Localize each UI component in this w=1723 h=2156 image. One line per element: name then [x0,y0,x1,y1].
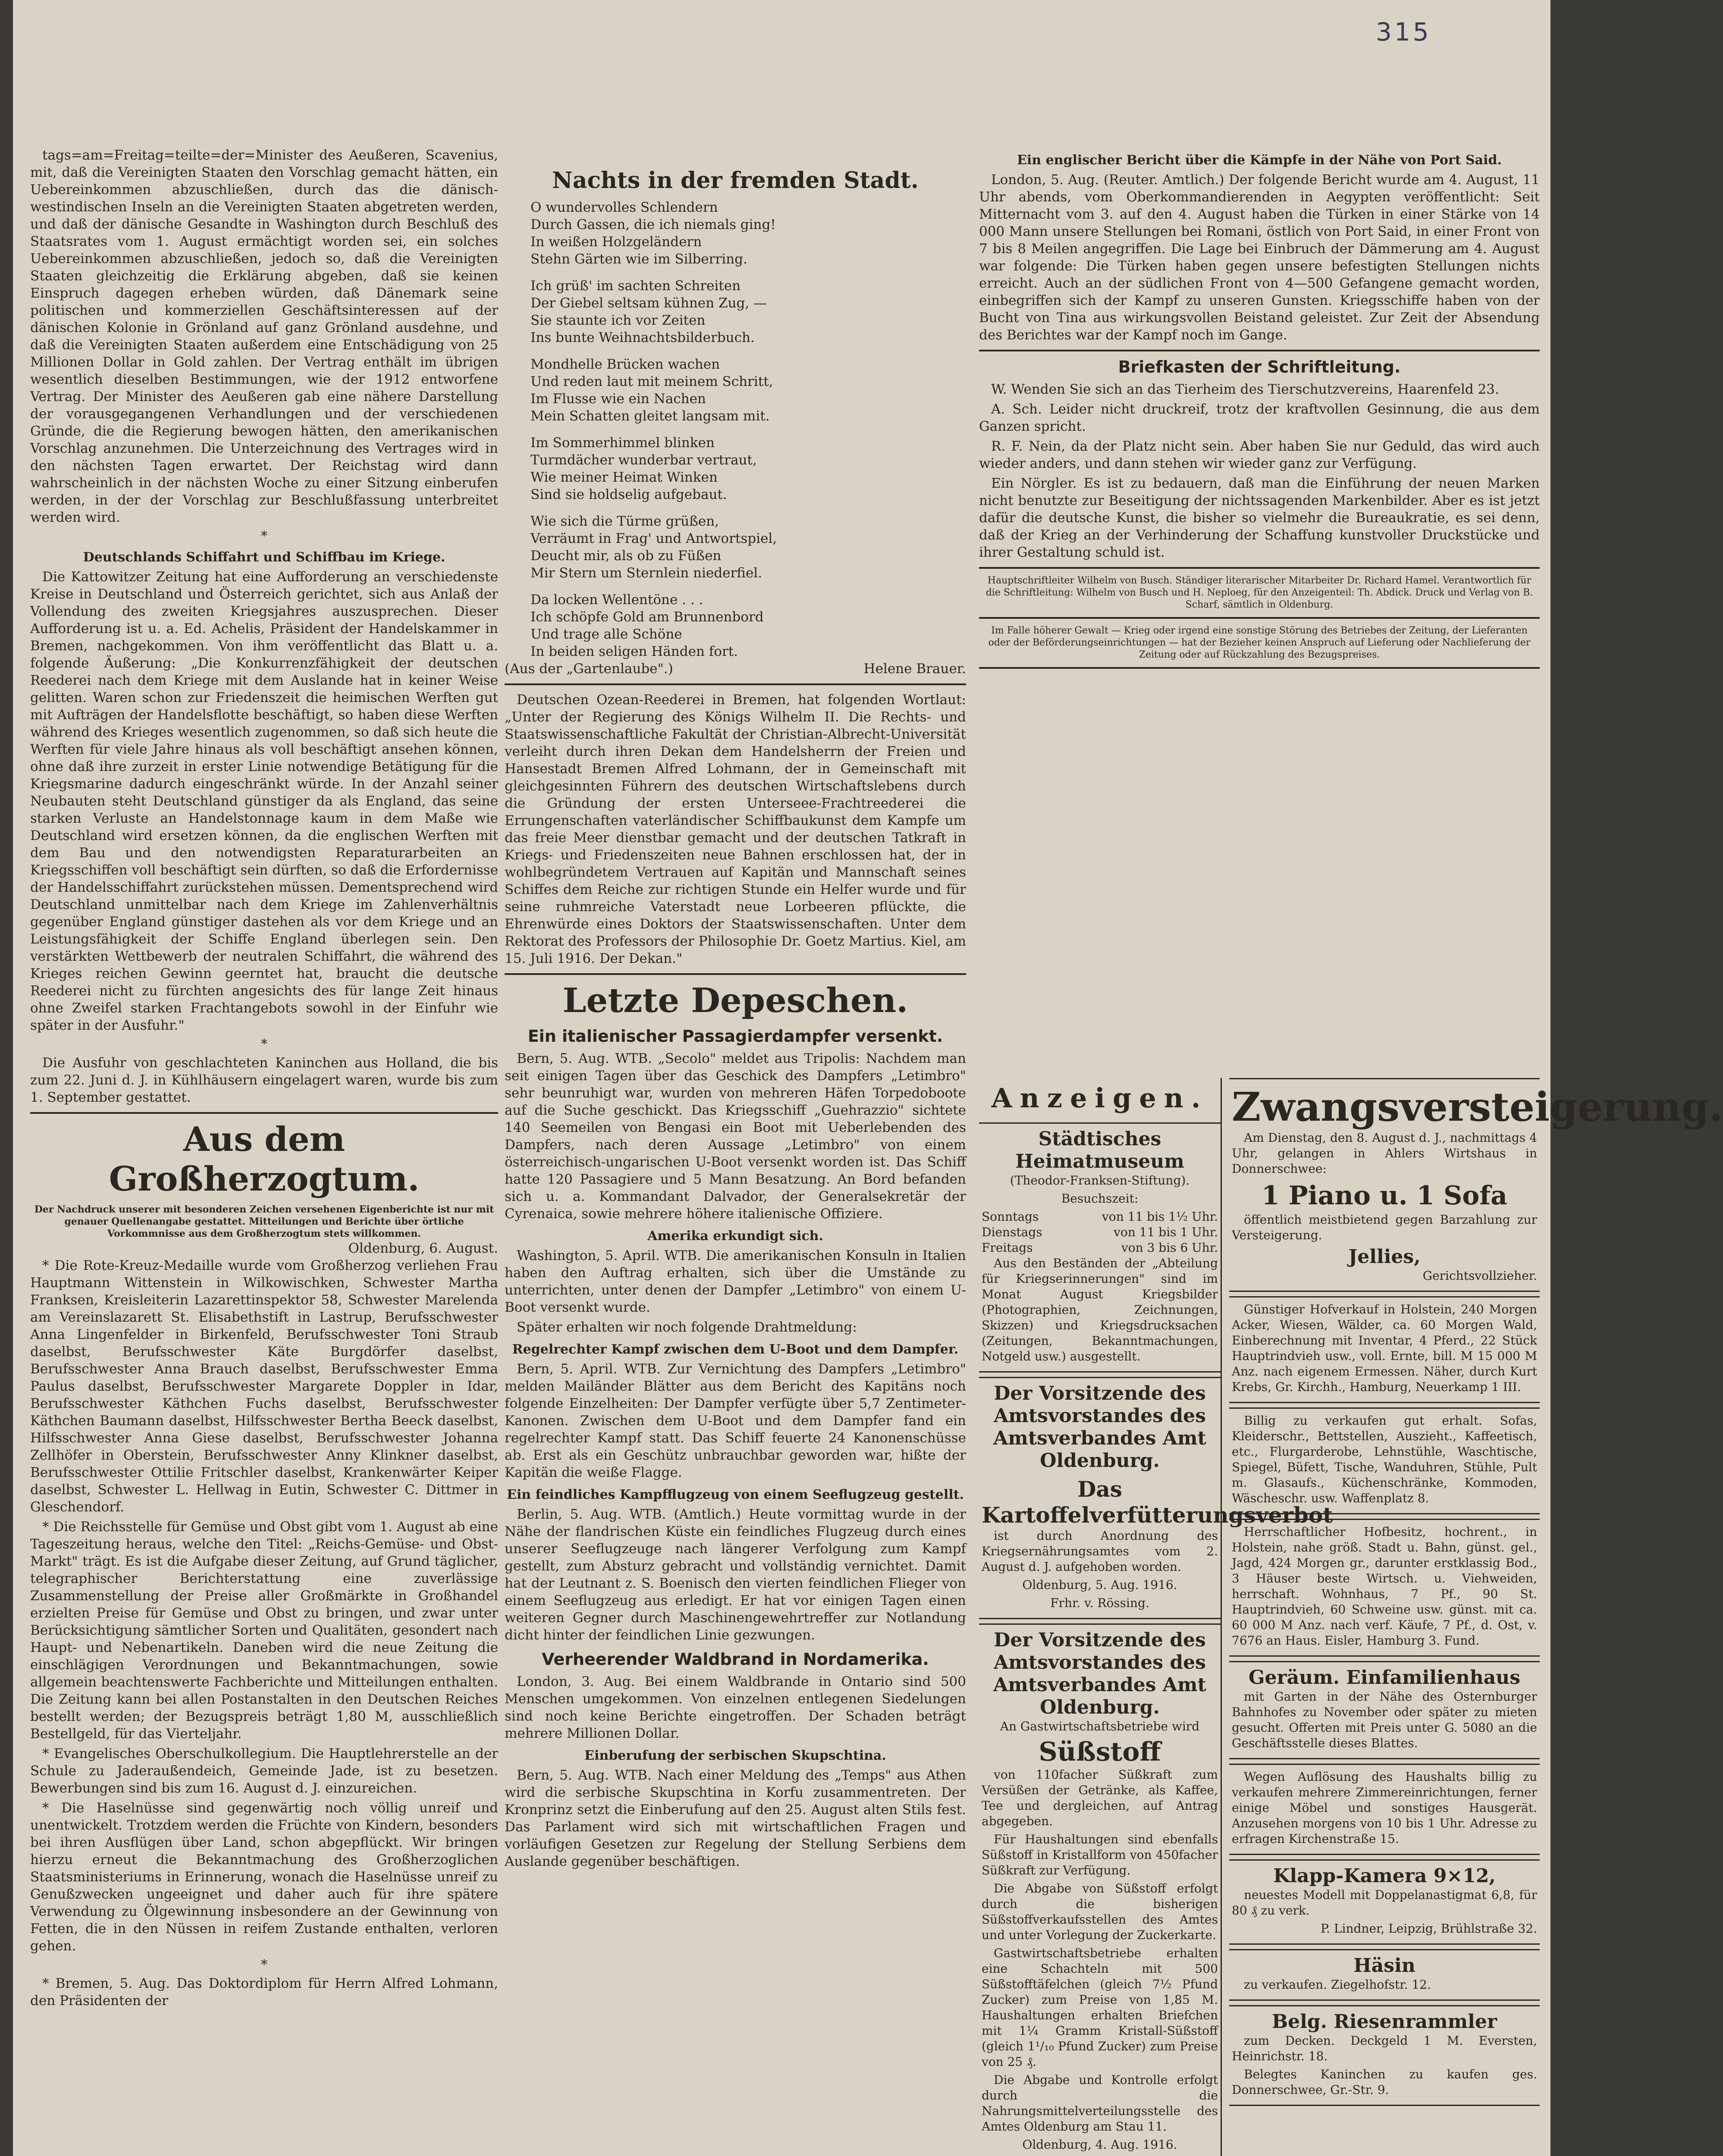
imprint: Hauptschriftleiter Wilhelm von Busch. Ständiger literarischer Mitarbeiter Dr. Richard Hamel. Verantwortlich für die Schriftleitung: Wilhelm von Busch und H. Neploeg, für den Anzeigenteil: Th. Abdick. Druck und Verlag von B. Scharf, sämtlich in Oldenburg. [985,575,1533,610]
ad-amt-notice-2 [979,1623,1221,2156]
stanza-break [505,268,966,277]
ad-text: zum Decken. Deckgeld 1 M. Eversten, Heinrichstr. 18. [1232,2034,1537,2063]
article-text: tags=am=Freitag=teilte=der=Minister des Aeußeren, Scavenius, mit, daß die Vereinigten Staaten den Vorschlag gemacht hätten, ein Uebereinkommen abzuschließen, durch das die dänisch-westindischen Inseln an die Vereinigten Staaten abgetreten werden, und daß der dänische Gesandte in Washington durch Beschluß des Staatsrates vom 1. August ermächtigt worden sei, ein solches Uebereinkommen abzuschließen, jedoch so, daß die Vereinigten Staaten gleichzeitig die Erklärung abgeben, daß sie keinen Einspruch dagegen erheben würden, daß Dänemark seine politischen und kommerziellen Geschäftsinteressen auf der dänischen Kolonie in Grönland auf ganz Grönland ausdehne, und daß die Vereinigten Staaten außerdem eine Entschädigung von 25 Millionen Dollar in Gold zahlen. Der Vertrag enthält im übrigen wesentlich dieselben Bestimmungen, wie der 1912 entworfene Vertrag. Der Minister des Aeußeren gab eine nähere Darstellung der vorausgegangenen Verhandlungen und der verschiedenen Gründe, die die Regierung bewogen hätten, den amerikanischen Vorschlag anzunehmen. Die Unterzeichnung des Vertrages wird in den nächsten Tagen erwartet. Der Reichstag wird dann wahrscheinlich in der nächsten Woche zu einer Sitzung einberufen werden, in der der Vorschlag zur Beschlußfassung unterbreitet werden wird. [30,147,498,525]
amt-subtitle: An Gastwirtschaftsbetriebe wird [1000,1719,1200,1733]
auction-item: 1 Piano u. 1 Sofa [1261,1181,1508,1211]
subheading: Ein englischer Bericht über die Kämpfe in der Nähe von Port Said. [1017,153,1502,168]
ads-left-column [979,1078,1333,2156]
museum-hours-label: Besuchszeit: [1061,1191,1139,1206]
article-text: Bern, 5. April. WTB. Zur Vernichtung des Dampfers „Letimbro" melden Mailänder Blätter aus dem Bericht des Kapitäns noch folgende Einzelheiten: Der Dampfer verfügte über 5,7 Zentimeter-Kanonen. Zwischen dem U-Boot und dem Dampfer fand ein regelrechter Kampf statt. Das Schiff feuerte 24 Kanonenschüsse ab. Erst als ein Geschütz unbrauchbar geworden war, hißte der Kapitän die weiße Flagge. [505,1361,966,1480]
amt-date: Oldenburg, 5. Aug. 1916. [1022,1578,1177,1592]
poem-author: Helene Brauer. [863,661,966,677]
museum-hours [982,1209,1218,1256]
stanza-break [505,582,966,591]
ad-text: neuestes Modell mit Doppelanastigmat 6,8, für 80 ₰ zu verk. [1232,1888,1537,1918]
amt-text: ist durch Anordnung des Kriegsernährungsamtes vom 2. August d. J. aufgehoben worden. [982,1529,1218,1574]
divider [30,1112,498,1114]
poem-line: Im Flusse wie ein Nachen [530,391,706,407]
ad-estate [1229,1519,1540,1657]
separator-star: * [261,1037,267,1052]
ads-section [979,1078,1723,2156]
article-text: * Evangelisches Oberschulkollegium. Die Hauptlehrerstelle an der Schule zu Jaderaußendeich, Gemeinde Jade, ist zu besetzen. Bewerbungen sind bis zum 16. August d. J. einzureichen. [30,1746,498,1796]
article-text: Washington, 5. April. WTB. Die amerikanischen Konsuln in Italien haben den Auftrag erhalten, sich über die Umstände zu unterrichten, unter denen der Dampfer „Letimbro" von einem U-Boot versenkt wurde. [505,1248,966,1315]
hours-time: von 11 bis 1 Uhr. [1114,1225,1218,1239]
auction-headline: Zwangsversteigerung. [1232,1084,1723,1130]
dateline: Oldenburg, 6. August. [348,1241,498,1256]
ad-rabbit [1229,2005,1540,2106]
ad-signature: P. Lindner, Leipzig, Brühlstraße 32. [1320,1921,1537,1936]
article-text: * Die Haselnüsse sind gegenwärtig noch völlig unreif und unentwickelt. Trotzdem werden die Früchte von Kindern, besonders bei ihren Ausflügen über Land, schon abgepflückt. Wir bringen hierzu erneut die Bekanntmachung des Großherzoglichen Staatsministeriums in Erinnerung, wonach die Haselnüsse unreif zu Genußzwecken ungeeignet und daher auch für ihre spätere Verwendung zu Ölgewinnung insbesondere an der Gewinnung von Fetten, die in den Nüssen in reifem Zustande enthalten, verloren gehen. [30,1800,498,1954]
ad-headline: Geräum. Einfamilienhaus [1248,1667,1521,1689]
divider [505,683,966,685]
article-text: Die Ausfuhr von geschlachteten Kaninchen aus Holland, die bis zum 22. Juni d. J. in Kühlhäusern eingelagert waren, wurde bis zum 1. September gestattet. [30,1055,498,1105]
divider [505,973,966,975]
poem-line: Ins bunte Weihnachtsbilderbuch. [530,330,755,345]
divider [979,350,1540,351]
amt-date: Oldenburg, 4. Aug. 1916. [1022,2137,1177,2152]
ad-house [1229,1661,1540,1759]
auction-name: Jellies, [1348,1246,1421,1268]
subheading: Verheerender Waldbrand in Nordamerika. [542,1650,929,1669]
poem-line: Mir Stern um Sternlein niederfiel. [530,565,763,581]
ads-title: Anzeigen. [991,1082,1208,1114]
ad-camera [1229,1859,1540,1945]
article-text: Bern, 5. Aug. WTB. „Secolo" meldet aus Tripolis: Nachdem man seit einigen Tagen über das Geschick des Dampfers „Letimbro" sehr beunruhigt war, wurden von mehreren Häfen Torpedoboote auf die Suche geschickt. Das Kriegsschiff „Guehrazzio" sichtete 140 Seemeilen von Bengasi ein Boot mit Ueberlebenden des Dampfers, nach deren Aussage „Letimbro" von einem österreichisch-ungarischen U-Boot versenkt worden ist. Das Schiff hatte 120 Passagiere und 5 Mann Besatzung. An Bord befanden sich u. a. Kommandant Dalvador, der Generalsekretär der Cyrenaica, sowie mehrere höhere italienische Offiziere. [505,1051,966,1222]
ad-headline: Klapp-Kamera 9×12, [1273,1865,1496,1887]
amt-text: Die Abgabe von Süßstoff erfolgt durch die bisherigen Süßstoffverkaufsstellen des Amtes und unter Vorlegung der Zuckerkarte. [982,1881,1218,1942]
subheading: Ein italienischer Passagierdampfer versenkt. [527,1027,943,1046]
poem-source: (Aus der „Gartenlaube".) [505,661,673,677]
amt-title: Der Vorsitzende des Amtsvorstandes des Amtsverbandes Amt Oldenburg. [993,1382,1206,1472]
ad-headline: Belg. Riesenrammler [1271,2011,1497,2033]
ad-museum [979,1122,1221,1373]
subheading: Regelrechter Kampf zwischen dem U-Boot und dem Dampfer. [512,1342,959,1357]
hours-day: Sonntags [982,1210,1039,1224]
separator-star: * [261,529,267,544]
separator-star: * [261,1957,267,1972]
ad-hare [1229,1949,1540,2001]
poem-line: Wie sich die Türme grüßen, [530,514,719,529]
delivery-notice: Im Falle höherer Gewalt — Krieg oder irgend eine sonstige Störung des Betriebes der Zeitung, der Lieferanten oder der Beförderungseinrichtungen — hat der Bezieher keinen Anspruch auf Lieferung oder Nachlieferung der Zeitung oder auf Rückzahlung des Bezugspreises. [988,625,1531,660]
ad-headline: Häsin [1353,1955,1415,1977]
article-text: Die Kattowitzer Zeitung hat eine Aufforderung an verschiedenste Kreise in Deutschland und Österreich gerichtet, sich aus Anlaß der Vollendung des zweiten Kriegsjahres auszusprechen. Dieser Aufforderung ist u. a. Ed. Achelis, Präsident der Handelskammer in Bremen, nachgekommen. Von ihm veröffentlicht das Blatt u. a. folgende Äußerung: „Die Konkurrenzfähigkeit der deutschen Reederei nach dem Kriege mit dem Auslande hat in keiner Weise gelitten. Waren schon zur Friedenszeit die heimischen Werften gut mit Aufträgen der Handelsflotte beschäftigt, so haben diese Werften während des Krieges wesentlich zugenommen, so daß sich heute die Werften für viele Jahre hinaus als voll beschäftigt ansehen können, ohne daß ihre zurzeit in erster Linie notwendige Betätigung für die Kriegsmarine dadurch eingeschränkt würde. In der Anzahl seiner Neubauten steht Deutschland günstiger da als England, das seine starken Verluste an Handelstonnage kaum in dem Maße wie Deutschland wird ersetzen können, da die englischen Werften mit dem Bau und den notwendigsten Reparaturarbeiten an Kriegsschiffen voll beschäftigt sein dürften, so daß die Erfordernisse der Handelsschiffahrt zurückstehen müssen. Dementsprechend wird Deutschland unmittelbar nach dem Kriege im Zahlenverhältnis gegenüber England günstiger dastehen als vor dem Kriege und an Leistungsfähigkeit der Schiffe England überlegen sein. Den verstärkten Wettbewerb der neutralen Schiffahrt, die während des Krieges reichen Gewinn geerntet hat, braucht die deutsche Reederei nicht zu fürchten angesichts des für lange Zeit hinaus ohne Zweifel starken Frachtangebots sowohl in der Einfuhr wie später in der Ausfuhr." [30,569,498,1033]
poem-line: Stehn Gärten wie im Silberring. [530,251,747,267]
poem-line: Im Sommerhimmel blinken [530,435,715,451]
amt-headline: Das Kartoffelverfütterungsverbot [982,1476,1333,1528]
poem-line: Und trage alle Schöne [530,627,682,642]
poem-title: Nachts in der fremden Stadt. [552,167,919,194]
hours-row [982,1240,1218,1256]
hours-day: Dienstags [982,1225,1042,1239]
ad-text: Herrschaftlicher Hofbesitz, hochrent., in Holstein, nahe größ. Stadt u. Bahn, günst. gel., Jagd, 424 Morgen gr., darunter erstklassig Bod., 3 Häuser beste Wirtsch. u. Viehweiden, herrschaft. Wohnhaus, 7 Pf., 90 St. Hauptrindvieh, 60 Schweine usw. günst. mit ca. 60 000 M Anz. nach verf. Käufe, 7 Pf., d. Ost, v. 7676 an Haus. Eisler, Hamburg 3. Fund. [1232,1525,1537,1648]
amt-signature: Frhr. v. Rössing. [1050,1596,1149,1610]
museum-title: Städtisches Heimatmuseum [1015,1128,1184,1172]
poem-line: O wundervolles Schlendern [530,200,718,215]
poem-line: Durch Gassen, die ich niemals ging! [530,217,776,232]
poem-line: In beiden seligen Händen fort. [530,644,738,659]
amt-text: Für Haushaltungen sind ebenfalls Süßstoff in Kristallform von 450facher Süßkraft zur Verfügung. [982,1832,1218,1877]
auction-role: Gerichtsvollzieher. [1422,1269,1537,1283]
newspaper-page [13,0,1723,2156]
ad-text: Am Dienstag, den 8. August d. J., nachmittags 4 Uhr, gelangen in Ahlers Wirtshaus in Donnerschwee: [1232,1131,1537,1176]
subheading: Amerika erkundigt sich. [647,1228,823,1244]
page-number: 315 [1376,17,1431,47]
article-text: Deutschen Ozean-Reederei in Bremen, hat folgenden Wortlaut: „Unter der Regierung des Königs Wilhelm II. Die Rechts- und Staatswissenschaftliche Fakultät der Christian-Albrecht-Universität verleiht durch ihren Dekan dem Handelsherrn der Freien und Hansestadt Bremen Alfred Lohmann, der in Gemeinschaft mit gleichgesinnten Führern des deutschen Wirtschaftslebens durch die Gründung der ersten Unterseee-Frachtreederei die Errungenschaften vaterländischer Schiffbaukunst dem Kampfe um das freie Meer dienstbar gemacht und der deutschen Tatkraft in Kriegs- und Friedenszeiten neue Bahnen erschlossen hat, der in wohlbegründetem Vertrauen auf Kapitän und Mannschaft seines Schiffes dem Reiche zur richtigen Stunde ein Helfer wurde und für seine ruhmreiche Vaterstadt neue Lorbeeren pflückte, die Ehrenwürde eines Doktors der Staatswissenschaften. Unter dem Rektorat des Professors der Philosophie Dr. Goetz Martius. Kiel, am 15. Juli 1916. Der Dekan." [505,692,966,966]
hours-time: von 11 bis 1½ Uhr. [1102,1210,1218,1224]
poem-line: Da locken Wellentöne . . . [530,592,703,608]
column-1 [30,147,498,2156]
reprint-note: Der Nachdruck unserer mit besonderen Zeichen versehenen Eigenberichte ist nur mit genauer Quellenangabe gestattet. Mitteilungen und Berichte über örtliche Vorkommnisse aus dem Großherzogtum stets willkommen. [34,1204,494,1239]
poem [505,199,966,660]
amt-title: Der Vorsitzende des Amtsvorstandes des Amtsverbandes Amt Oldenburg. [993,1629,1206,1718]
poem-line: Verräumt in Frag' und Antwortspiel, [530,531,777,546]
letterbox-text: A. Sch. Leider nicht druckreif, trotz der kraftvollen Gesinnung, die aus dem Ganzen spricht. [979,401,1540,434]
subheading: Ein feindliches Kampfflugzeug von einem Seeflugzeug gestellt. [507,1487,964,1502]
subheading: Deutschlands Schiffahrt und Schiffbau im Kriege. [83,550,446,565]
article-text: * Bremen, 5. Aug. Das Doktordiplom für Herrn Alfred Lohmann, den Präsidenten der [30,1976,498,2009]
stanza-break [505,346,966,356]
poem-line: Sie staunte ich vor Zeiten [530,313,706,328]
hours-day: Freitags [982,1241,1033,1255]
amt-text: Gastwirtschaftsbetriebe erhalten eine Schachteln mit 500 Süßstofftäfelchen (gleich 7½ Pfund Zucker) zum Preise von 1,85 M. Haushaltungen erhalten Briefchen mit 1¼ Gramm Kristall-Süßstoff (gleich 1¹/₁₀ Pfund Zucker) zum Preise von 25 ₰. [982,1946,1218,2069]
column-2 [505,164,966,2156]
column-3 [979,147,1723,2156]
ad-amt-notice-1 [979,1377,1333,1619]
hours-time: von 3 bis 6 Uhr. [1121,1241,1218,1255]
ad-household [1229,1764,1540,1855]
letterbox-text: R. F. Nein, da der Platz nicht sein. Aber haben Sie nur Geduld, das wird auch wieder anders, und dann stehen wir wieder ganz zur Verfügung. [979,439,1540,471]
ad-text: Wegen Auflösung des Haushalts billig zu verkaufen mehrere Zimmereinrichtungen, ferner einige Möbel und sonstiges Hausgerät. Anzusehen morgens von 10 bis 1 Uhr. Adresse zu erfragen Kirchenstraße 15. [1232,1770,1537,1846]
article-text: Bern, 5. Aug. WTB. Nach einer Meldung des „Temps" aus Athen wird die serbische Skupschtina in Korfu zusammentreten. Der Kronprinz setzt die Einberufung auf den 25. August alten Stils fest. Das Parlament wird sich mit wirtschaftlichen Fragen und vorläufigen Gesetzen zur Regelung der Stellung Serbiens dem Auslande gegenüber beschäftigen. [505,1767,966,1869]
ad-farm [1229,1296,1540,1403]
amt-text: von 110facher Süßkraft zum Versüßen der Getränke, als Kaffee, Tee und dergleichen, auf Antrag abgegeben. [982,1767,1218,1828]
poem-line: Wie meiner Heimat Winken [530,470,718,485]
divider [979,567,1540,569]
hours-row [982,1225,1218,1240]
poem-line: Mondhelle Brücken wachen [530,357,720,372]
ad-auction [1229,1078,1723,1292]
article-text: * Die Rote-Kreuz-Medaille wurde vom Großherzog verliehen Frau Hauptmann Wittenstein in Wilkowischken, Schwester Martha Franksen, Kreisleiterin Lazarettinspektor 58, Schwester Marelenda am Vereinslazarett St. Elisabethstift in Lastrup, Berufsschwester Anna Lingenfelder in Birkenfeld, Berufsschwester Toni Straub daselbst, Berufsschwester Käte Burgdörfer daselbst, Berufsschwester Anna Brauch daselbst, Berufsschwester Emma Paulus daselbst, Berufsschwester Margarete Doppler in Idar, Berufsschwester Käthchen Fuchs daselbst, Berufsschwester Käthchen Baumann daselbst, Hilfsschwester Bertha Beeck daselbst, Hilfsschwester Anna Giese daselbst, Berufsschwester Johanna Zellhöfer in Oberstein, Berufsschwester Anny Klinkner daselbst, Berufsschwester Ottilie Fritschler daselbst, Krankenwärter Keiper daselbst, Schwester L. Hellwag in Eutin, Schwester C. Dittmer in Gleschendorf. [30,1258,498,1515]
stanza-break [505,425,966,434]
ad-text: Günstiger Hofverkauf in Holstein, 240 Morgen Acker, Wiesen, Wälder, ca. 60 Morgen Wald, Einberechnung mit Inventar, 4 Pferd., 22 Stück Hauptrindvieh usw., voll. Ernte, bill. M 15 000 M Anz. nach eigenem Ermessen. Näher, durch Kurt Krebs, Gr. Kirchh., Hamburg, Neuerkamp 1 III. [1232,1302,1537,1394]
subheading: Einberufung der serbischen Skupschtina. [584,1748,886,1763]
ad-text: Billig zu verkaufen gut erhalt. Sofas, Kleiderschr., Bettstellen, Auszieht., Kaffeetisch, etc., Flurgarderobe, Lehnstühle, Waschtische, Spiegel, Büfett, Tische, Wanduhren, Stühle, Pult m. Glasaufs., Küchenschränke, Kommoden, Wäscheschr. usw. Waffenplatz 8. [1232,1413,1537,1505]
poem-line: Und reden laut mit meinem Schritt, [530,374,773,389]
ads-right-column [1229,1078,1723,2156]
museum-text: Aus den Beständen der „Abteilung für Kriegserinnerungen" sind im Monat August Kriegsbilder (Photographien, Zeichnungen, Skizzen) und Kriegsdrucksachen (Zeitungen, Bekanntmachungen, Notgeld usw.) ausgestellt. [982,1256,1218,1363]
ad-furniture [1229,1407,1540,1514]
ad-text: Belegtes Kaninchen zu kaufen ges. Donnerschwee, Gr.-Str. 9. [1232,2067,1537,2097]
poem-line: Sind sie holdselig aufgebaut. [530,487,727,502]
amt-headline: Süßstoff [1039,1737,1161,1767]
amt-text: Die Abgabe und Kontrolle erfolgt durch die Nahrungsmittelverteilungsstelle des Amtes Oldenburg am Stau 11. [982,2073,1218,2134]
poem-line: Deucht mir, als ob zu Füßen [530,548,722,564]
letterbox-text: Ein Nörgler. Es ist zu bedauern, daß man die Einführung der neuen Marken nicht benutzte zur Beseitigung der nichtssagenden Markenbilder. Aber es ist jetzt dafür die deutsche Kunst, die bisher so vielmehr die Bureaukratie, es sei denn, daß der Krieg an der Verhinderung der Schaffung kunstvoller Druckstücke und ihrer Gestaltung schuld ist. [979,476,1540,560]
divider [979,617,1540,619]
hours-row [982,1209,1218,1225]
poem-line: Turmdächer wunderbar vertraut, [530,452,757,468]
section-heading: Letzte Depeschen. [562,981,908,1020]
ad-text: zu verkaufen. Ziegelhofstr. 12. [1244,1977,1431,1992]
ad-text: öffentlich meistbietend gegen Barzahlung zur Versteigerung. [1232,1213,1537,1242]
article-text: Berlin, 5. Aug. WTB. (Amtlich.) Heute vormittag wurde in der Nähe der flandrischen Küste ein feindliches Flugzeug durch eines unserer Seeflugzeuge nach längerer Verfolgung zum Kampf gestellt, zum Absturz gebracht und vollständig vernichtet. Damit hat der Leutnant z. S. Boenisch den vierten feindlichen Flieger von einem Seeflugzeug aus erledigt. Er hat vor einigen Tagen einen weiteren Gegner durch Maschinengewehrtreffer zur Notlandung dicht hinter der feindlichen Linie gezwungen. [505,1507,966,1643]
article-text: London, 3. Aug. Bei einem Waldbrande in Ontario sind 500 Menschen umgekommen. Von einzelnen entlegenen Siedelungen sind noch keine Berichte eingetroffen. Der Schaden beträgt mehrere Millionen Dollar. [505,1674,966,1741]
section-heading: Briefkasten der Schriftleitung. [1118,357,1401,376]
article-text: London, 5. Aug. (Reuter. Amtlich.) Der folgende Bericht wurde am 4. August, 11 Uhr abends, vom Oberkommandierenden in Aegypten veröffentlicht: Seit Mitternacht vom 3. auf den 4. August haben die Türken in einer Stärke von 14 000 Mann unsere Stellungen bei Romani, östlich von Port Said, in einer Front von 7 bis 8 Meilen angegriffen. Die Lage bei Einbruch der Dämmerung am 4. August war folgende: Die Türken haben gegen unsere befestigten Stellungen nichts erreicht. Auch an der südlichen Front von 4—500 Gefangene gemacht worden, einbegriffen sich der Kampf zu unseren Gunsten. Kriegsschiffe haben von der Bucht von Tina aus wirkungsvollen Beistand geleistet. Zur Zeit der Absendung des Berichtes war der Kampf noch im Gange. [979,172,1540,343]
poem-line: Der Giebel seltsam kühnen Zug, — [530,295,767,311]
stanza-break [505,503,966,513]
poem-line: Mein Schatten gleitet langsam mit. [530,408,770,424]
divider [979,667,1540,669]
museum-subtitle: (Theodor-Franksen-Stiftung). [1010,1173,1190,1188]
poem-line: Ich schöpfe Gold am Brunnenbord [530,609,764,625]
article-text: Später erhalten wir noch folgende Drahtmeldung: [517,1319,857,1335]
section-heading: Aus dem Großherzogtum. [109,1120,420,1199]
article-text: * Die Reichsstelle für Gemüse und Obst gibt vom 1. August ab eine Tageszeitung heraus, welche den Titel: „Reichs-Gemüse- und Obst-Markt" trägt. Es ist die Aufgabe dieser Zeitung, auf Grund täglicher, telegraphischer Berichterstattung eine zuverlässige Zusammenstellung der Preise aller Großmärkte in Großhandel erzielten Preise für Gemüse und Obst zu bringen, und zwar unter Berücksichtigung sämtlicher Sorten und Qualitäten, gesondert nach Haupt- und Nebenartikeln. Daneben wird die neue Zeitung die einschlägigen Verordnungen und Bekanntmachungen, sowie allgemein beachtenswerte Fachberichte und Mitteilungen enthalten. Die Zeitung kann bei allen Postanstalten in den Deutschen Reiches bestellt werden; der Bezugspreis beträgt 1,80 M, ausschließlich Bestellgeld, für das Vierteljahr. [30,1519,498,1742]
poem-line: In weißen Holzgeländern [530,234,702,250]
ad-text: mit Garten in der Nähe des Osternburger Bahnhofes zu November oder später zu mieten gesucht. Offerten mit Preis unter G. 5080 an die Geschäftsstelle dieses Blattes. [1232,1689,1537,1750]
letterbox-text: W. Wenden Sie sich an das Tierheim des Tierschutzvereins, Haarenfeld 23. [991,382,1499,397]
poem-line: Ich grüß' im sachten Schreiten [530,278,741,294]
poem-credit [505,660,966,677]
